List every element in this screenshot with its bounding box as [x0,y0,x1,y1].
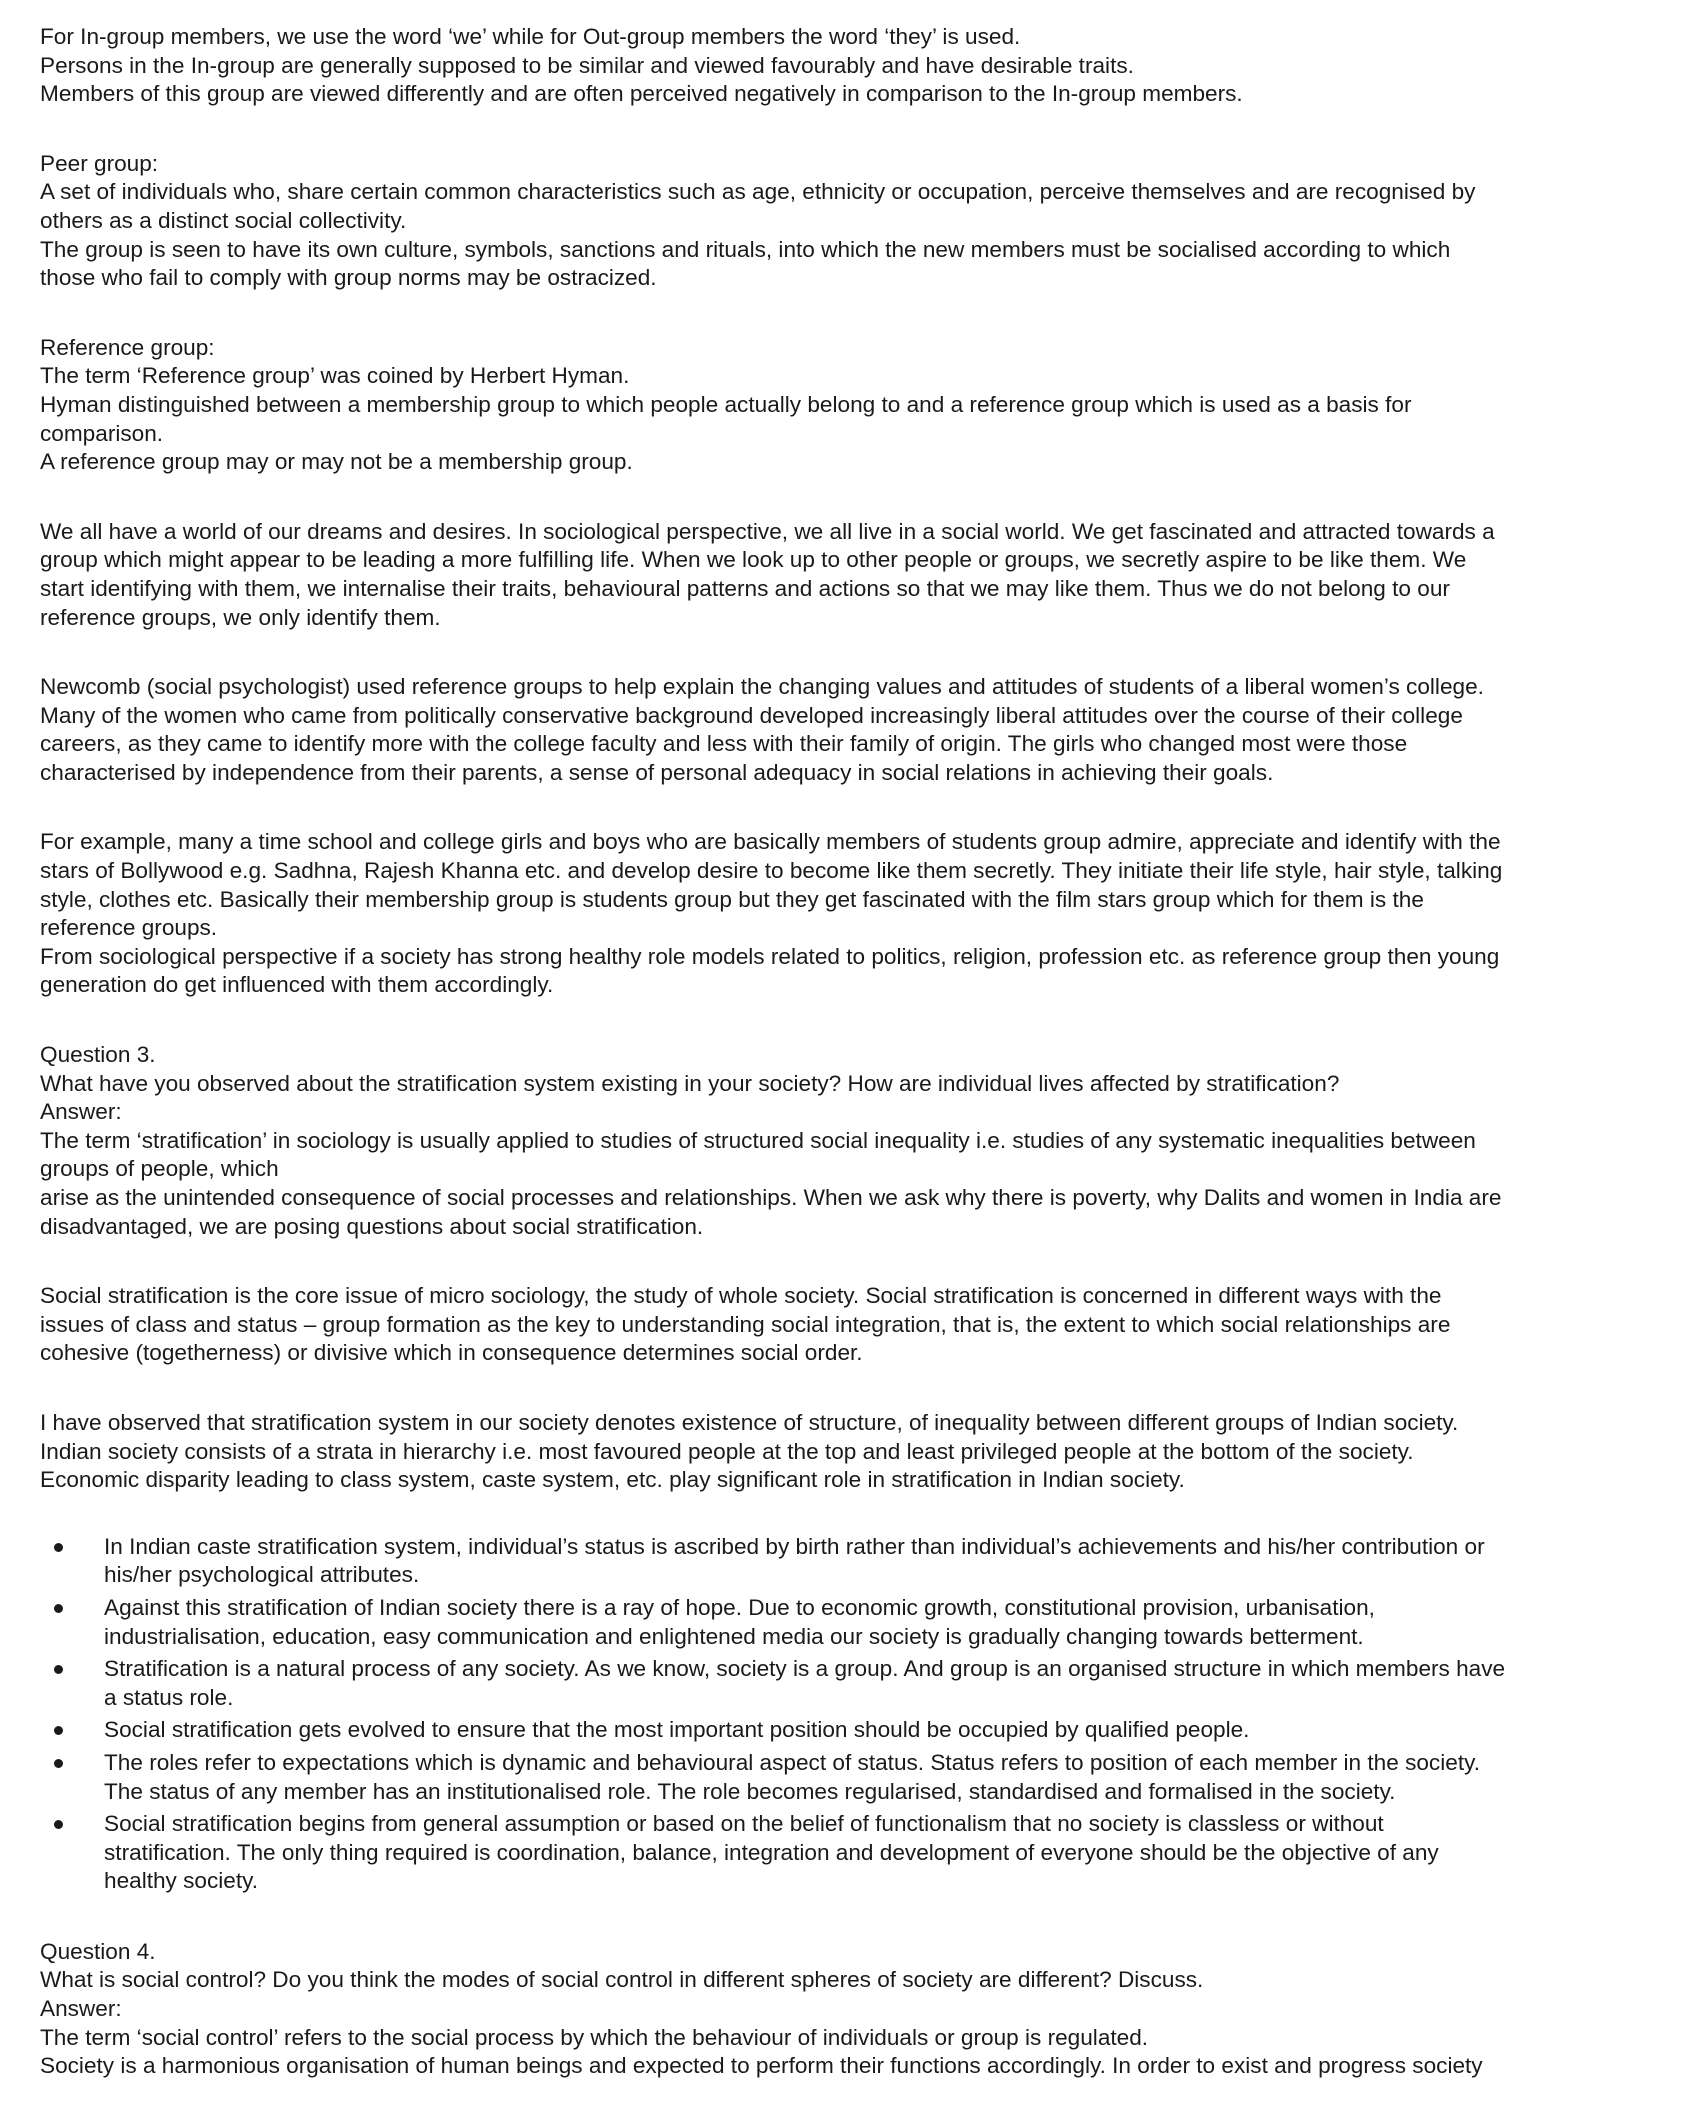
text-line: Indian society consists of a strata in hierarchy i.e. most favoured people at the top and least privileged people at the bottom of the society. [40,1438,1414,1464]
bullet-icon [54,1665,63,1674]
text-line: The term ‘stratification’ in sociology is usually applied to studies of structured social inequality i.e. studies of any systematic inequalities between [40,1127,1476,1153]
text-line: start identifying with them, we internalise their traits, behavioural patterns and actions so that we may like them. Thus we do not belong to our [40,575,1450,601]
text-line: I have observed that stratification system in our society denotes existence of structure, of inequality between different groups of Indian society. [40,1409,1459,1435]
text-line: arise as the unintended consequence of social processes and relationships. When we ask why there is poverty, why Dalits and women in India are [40,1185,1502,1210]
text-line: Persons in the In-group are generally supposed to be similar and viewed favourably and have desirable traits. [40,52,1134,78]
question-3 [40,1041,1680,1241]
text-line: We all have a world of our dreams and desires. In sociological perspective, we all live in a social world. We get fascinated and attracted towards a [40,518,1495,544]
text-line: others as a distinct social collectivity. [40,207,407,233]
text-line: The roles refer to expectations which is dynamic and behavioural aspect of status. Status refers to position of each member in the society. [104,1749,1480,1775]
text-line: Many of the women who came from politically conservative background developed increasingly liberal attitudes over the course of their college [40,702,1463,728]
paragraph-gap [40,1900,1680,1938]
section-heading: Peer group: [40,150,159,176]
text-line: Hyman distinguished between a membership group to which people actually belong to and a reference group which is used as a basis for [40,391,1412,417]
paragraph-gap [40,293,1680,334]
newcomb-paragraph [40,673,1680,787]
bullet-icon [54,1759,63,1768]
text-line: Social stratification gets evolved to ensure that the most important position should be occupied by qualified people. [104,1717,1250,1743]
list-item [40,1749,1680,1806]
text-line: For In-group members, we use the word ‘we’ while for Out-group members the word ‘they’ is used. [40,24,1021,49]
paragraph-gap [40,477,1680,518]
text-line: The group is seen to have its own culture, symbols, sanctions and rituals, into which the new members must be socialised according to which [40,236,1451,262]
list-item [40,1655,1680,1712]
text-line: stars of Bollywood e.g. Sadhna, Rajesh Khanna etc. and develop desire to become like them secretly. They initiate their life style, hair style, talking [40,858,1503,884]
text-line: A reference group may or may not be a membership group. [40,449,633,475]
text-line: healthy society. [104,1868,259,1894]
text-line: Stratification is a natural process of any society. As we know, society is a group. And group is an organised structure in which members have [104,1656,1506,1682]
text-line: Social stratification is the core issue of micro sociology, the study of whole society. Social stratification is concerned in different ways with the [40,1283,1442,1309]
question-text: What have you observed about the stratification system existing in your society? How are individual lives affected by stratification? [40,1070,1340,1096]
example-paragraph [40,828,1680,1000]
list-item [40,1533,1680,1590]
answer-label: Answer: [40,1099,122,1125]
paragraph-gap [40,632,1680,673]
dreams-paragraph [40,518,1680,632]
text-line: generation do get influenced with them accordingly. [40,972,554,998]
reference-group-section [40,334,1680,477]
answer-label: Answer: [40,1996,122,2022]
text-line: stratification. The only thing required is coordination, balance, integration and development of everyone should be the objective of any [104,1839,1439,1865]
paragraph-gap [40,1241,1680,1282]
peer-group-section [40,150,1680,293]
text-line: Social stratification begins from general assumption or based on the belief of functionalism that no society is classless or without [104,1811,1384,1837]
text-line: The term ‘social control’ refers to the social process by which the behaviour of individuals or group is regulated. [40,2024,1149,2050]
bullet-icon [54,1820,63,1829]
question-4 [40,1938,1680,2081]
text-line: groups of people, which [40,1156,279,1182]
text-line: Society is a harmonious organisation of human beings and expected to perform their functions accordingly. In order to exist and progress society [40,2053,1483,2079]
text-line: industrialisation, education, easy communication and enlightened media our society is gradually changing towards betterment. [104,1623,1364,1649]
document-page [40,23,1680,2081]
bullet-icon [54,1543,63,1552]
text-line: comparison. [40,420,164,446]
text-line: Against this stratification of Indian society there is a ray of hope. Due to economic growth, constitutional provision, urbanisation, [104,1594,1375,1620]
text-line: cohesive (togetherness) or divisive which in consequence determines social order. [40,1340,863,1366]
text-line: group which might appear to be leading a more fulfilling life. When we look up to other people or groups, we secretly aspire to be like them. We [40,547,1467,573]
text-line: disadvantaged, we are posing questions about social stratification. [40,1213,704,1239]
question-label: Question 3. [40,1042,156,1068]
paragraph-gap [40,1000,1680,1041]
question-text: What is social control? Do you think the modes of social control in different spheres of society are different? Discuss. [40,1967,1204,1993]
list-item [40,1716,1680,1745]
text-line: a status role. [104,1684,234,1710]
text-line: Economic disparity leading to class system, caste system, etc. play significant role in stratification in Indian society. [40,1467,1185,1493]
question-label: Question 4. [40,1938,156,1964]
paragraph-gap [40,109,1680,150]
section-heading: Reference group: [40,334,215,360]
text-line: his/her psychological attributes. [104,1562,420,1588]
bullet-icon [54,1604,63,1613]
text-line: In Indian caste stratification system, individual’s status is ascribed by birth rather than individual’s achievements and his/her contribution or [104,1533,1485,1559]
text-line: careers, as they came to identify more with the college faculty and less with their family of origin. The girls who changed most were those [40,731,1408,757]
stratification-bullet-list [40,1533,1680,1896]
text-line: A set of individuals who, share certain common characteristics such as age, ethnicity or occupation, perceive themselves and are recognised by [40,179,1476,205]
paragraph-gap [40,787,1680,828]
text-line: Newcomb (social psychologist) used reference groups to help explain the changing values and attitudes of students of a liberal women’s college. [40,674,1484,700]
core-issue-paragraph [40,1282,1680,1368]
text-line: The status of any member has an institutionalised role. The role becomes regularised, standardised and formalised in the society. [104,1778,1396,1804]
text-line: reference groups, we only identify them. [40,604,441,630]
text-line: issues of class and status – group formation as the key to understanding social integration, that is, the extent to which social relationships are [40,1311,1451,1337]
text-line: For example, many a time school and college girls and boys who are basically members of students group admire, appreciate and identify with the [40,829,1501,855]
paragraph-gap [40,1368,1680,1409]
observed-paragraph [40,1409,1680,1495]
text-line: characterised by independence from their parents, a sense of personal adequacy in social relations in achieving their goals. [40,759,1274,785]
list-item [40,1810,1680,1896]
text-line: Members of this group are viewed differently and are often perceived negatively in comparison to the In-group members. [40,81,1243,107]
text-line: those who fail to comply with group norms may be ostracized. [40,265,657,291]
text-line: reference groups. [40,915,218,941]
paragraph-gap [40,1495,1680,1533]
text-line: style, clothes etc. Basically their membership group is students group but they get fascinated with the film stars group which for them is the [40,886,1424,912]
text-line: From sociological perspective if a society has strong healthy role models related to politics, religion, profession etc. as reference group then young [40,943,1500,969]
text-line: The term ‘Reference group’ was coined by Herbert Hyman. [40,363,630,389]
ingroup-paragraph [40,23,1680,109]
list-item [40,1594,1680,1651]
bullet-icon [54,1726,63,1735]
